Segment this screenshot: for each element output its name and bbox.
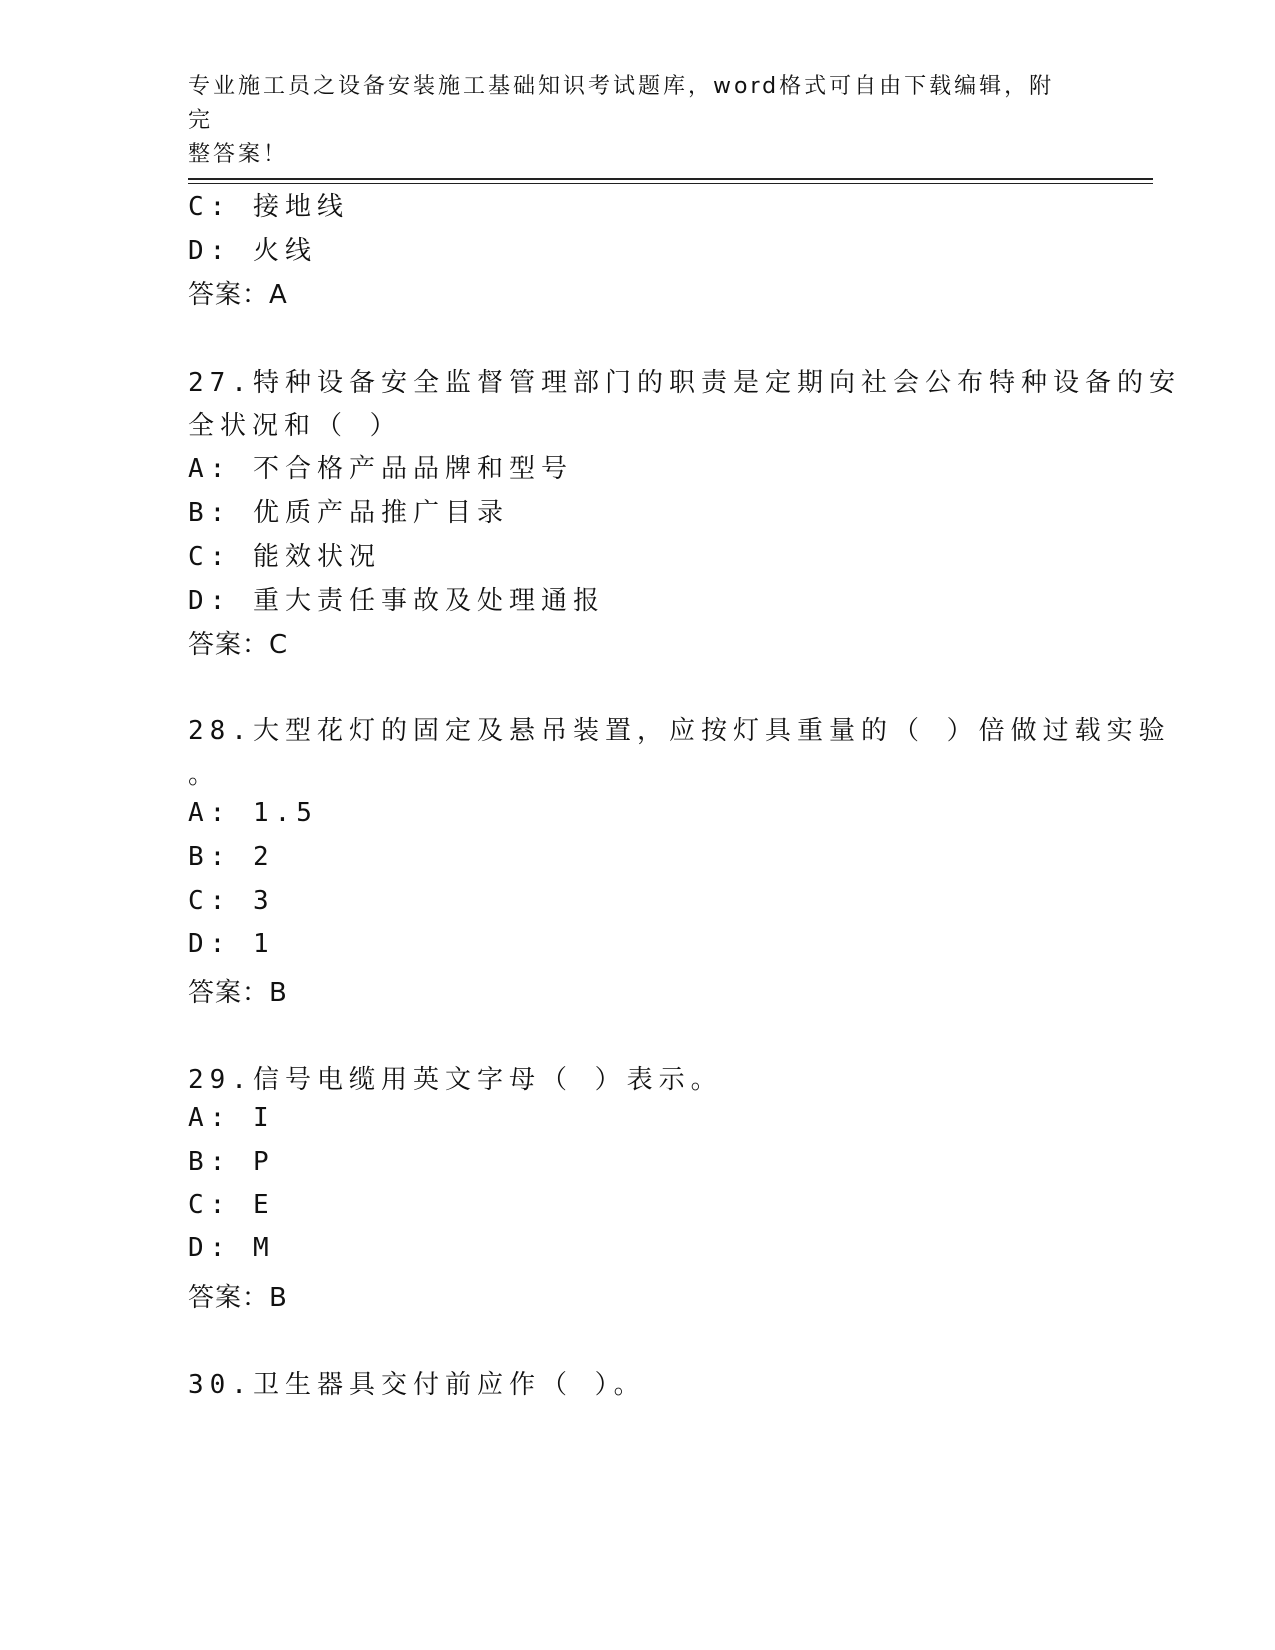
option-d-q28: D: 1 — [188, 929, 275, 959]
answer-q27: 答案：C — [188, 630, 289, 660]
option-c-q28: C: 3 — [188, 886, 275, 916]
option-c-q26: C: 接地线 — [188, 192, 349, 222]
option-c-q29: C: E — [188, 1190, 275, 1220]
header-line-1: 专业施工员之设备安装施工基础知识考试题库，word格式可自由下载编辑，附完 — [188, 74, 1055, 133]
question-27-line-1: 27.特种设备安全监督管理部门的职责是定期向社会公布特种设备的安 — [188, 368, 1181, 398]
option-a-q27: A: 不合格产品品牌和型号 — [188, 454, 573, 484]
question-27-line-2: 全状况和（ ） — [188, 411, 402, 441]
question-30: 30.卫生器具交付前应作（ ）。 — [188, 1370, 646, 1400]
option-d-q29: D: M — [188, 1233, 275, 1263]
document-header — [188, 70, 1068, 172]
header-divider — [188, 178, 1153, 184]
question-28-line-1: 28.大型花灯的固定及悬吊装置，应按灯具重量的（ ）倍做过载实验 — [188, 716, 1171, 746]
option-b-q29: B: P — [188, 1147, 275, 1177]
option-b-q27: B: 优质产品推广目录 — [188, 498, 509, 528]
answer-q29: 答案：B — [188, 1283, 288, 1313]
answer-q28: 答案：B — [188, 978, 288, 1008]
header-line-2: 整答案！ — [188, 142, 289, 167]
question-28-line-2: 。 — [188, 760, 221, 790]
option-b-q28: B: 2 — [188, 842, 275, 872]
option-c-q27: C: 能效状况 — [188, 542, 381, 572]
option-a-q28: A: 1.5 — [188, 798, 318, 828]
option-d-q27: D: 重大责任事故及处理通报 — [188, 586, 605, 616]
option-a-q29: A: I — [188, 1103, 275, 1133]
question-29: 29.信号电缆用英文字母（ ）表示。 — [188, 1065, 723, 1095]
answer-q26: 答案：A — [188, 280, 288, 310]
option-d-q26: D: 火线 — [188, 236, 317, 266]
